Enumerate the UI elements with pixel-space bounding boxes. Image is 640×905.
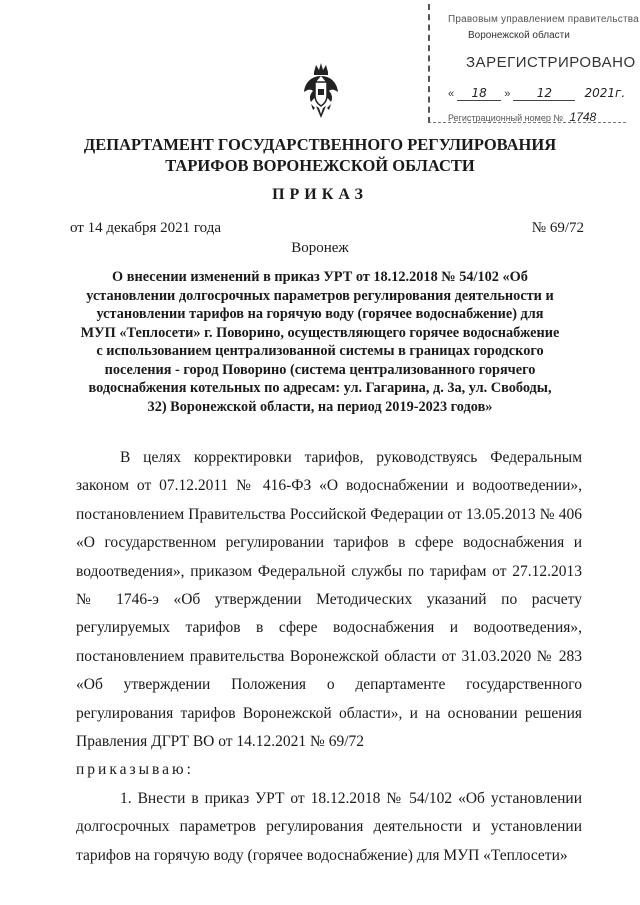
document-number: № 69/72	[531, 220, 584, 236]
stamp-regno-label: Регистрационный номер №	[448, 113, 564, 123]
stamp-regno	[448, 110, 596, 124]
document-body	[76, 444, 582, 870]
stamp-date-year: 2021г.	[584, 86, 626, 100]
stamp-issuer: Правовым управлением правительства	[448, 14, 639, 25]
coat-of-arms-icon	[302, 62, 340, 122]
document-city: Воронеж	[291, 240, 349, 256]
item-1-paragraph: 1. Внести в приказ УРТ от 18.12.2018 № 54/102 «Об установлении долгосрочных параметров регулирования деятельности и установлении тарифов на горячую воду (горячее водоснабжение) для МУП «Теплосети»	[76, 789, 582, 864]
stamp-regno-value: 1748	[569, 110, 597, 124]
stamp-date-close-quote: »	[504, 88, 511, 100]
stamp-registered-label: ЗАРЕГИСТРИРОВАНО	[466, 54, 636, 71]
stamp-region: Воронежской области	[468, 30, 570, 41]
stamp-date-open-quote: «	[448, 88, 455, 100]
preamble-paragraph: В целях корректировки тарифов, руководствуясь Федеральным законом от 07.12.2011 № 416-ФЗ «О водоснабжении и водоотведении», постановлением Правительства Российской Федерации от 13.05.2013 № 406 «О государственном регулировании тарифов в сфере водоснабжения и водоотведения», приказом Федеральной службы по тарифам от 27.12.2013 № 1746-э «Об утверждении Методических указаний по расчету регулируемых тарифов в сфере водоснабжения и водоотведения», постановлением правительства Воронежской области от 31.03.2020 № 283 «Об утверждении Положения о департаменте государственного регулирования тарифов Воронежской области», и на основании решения Правления ДГРТ ВО от 14.12.2021 № 69/72	[76, 449, 582, 751]
stamp-date-day: 18	[471, 86, 487, 100]
stamp-date-month: 12	[536, 86, 553, 100]
registration-stamp	[428, 4, 639, 124]
date-number-line	[70, 220, 584, 237]
department-name: ДЕПАРТАМЕНТ ГОСУДАРСТВЕННОГО РЕГУЛИРОВАНИЯ ТАРИФОВ ВОРОНЕЖСКОЙ ОБЛАСТИ	[83, 135, 557, 175]
order-word: приказываю:	[76, 761, 194, 779]
stamp-date	[448, 86, 626, 101]
document-date: от 14 декабря 2021 года	[70, 220, 222, 236]
document-type: ПРИКАЗ	[272, 186, 368, 203]
document-title: О внесении изменений в приказ УРТ от 18.12.2018 № 54/102 «Об установлении долгосрочных параметров регулирования деятельности и установлении тарифов на горячую воду (горячее водоснабжение) для МУП «Теплосети» г. Поворино, осуществляющего горячее водоснабжение с использованием централизованной системы в границах городского поселения - город Поворино (система централизованного горячего водоснабжения котельных по адресам: ул. Гагарина, д. 3а, ул. Свободы, 32) Воронежской области, на период 2019-2023 годов»	[80, 269, 560, 415]
